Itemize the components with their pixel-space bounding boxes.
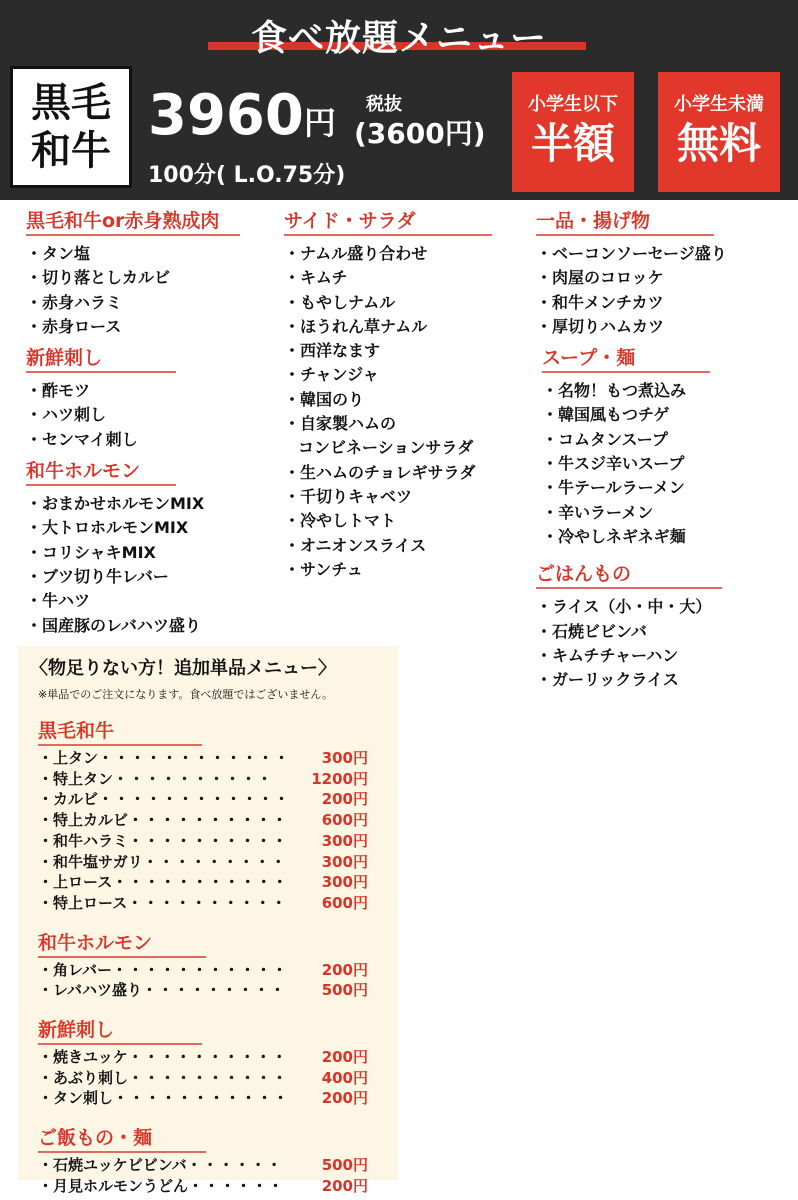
list-item: ・冷やしトマト — [284, 511, 397, 531]
section-heading-side: サイド・サラダ — [284, 206, 492, 236]
half-price-badge — [512, 72, 634, 192]
price-row — [38, 769, 378, 790]
item-price: 200円 — [321, 1176, 368, 1195]
additional-menu-note: ※単品でのご注文になります。食べ放題ではございません。 — [38, 688, 333, 701]
column-left — [26, 206, 276, 638]
additional-menu-title: 〈物足りない方！追加単品メニュー〉 — [30, 658, 336, 679]
section-heading-fried: 一品・揚げ物 — [536, 206, 714, 236]
item-price: 600円 — [321, 893, 368, 912]
list-item: ・生ハムのチョレギサラダ — [284, 462, 476, 482]
leader-dots: ・・・・・・・・・・・・ — [98, 790, 291, 809]
price — [148, 83, 336, 153]
list-item: ・韓国のり — [284, 389, 365, 409]
fried-list — [536, 242, 786, 339]
item-name: ・石焼ユッケビビンバ — [38, 1156, 187, 1175]
additional-group-rice-noodle — [38, 1123, 398, 1196]
leader-dots: ・・・・・・・・・・・ — [111, 960, 288, 979]
list-item: ・赤身ロース — [26, 316, 122, 336]
list-item: ・ライス（小・中・大） — [536, 597, 712, 617]
item-name: ・月見ホルモンうどん — [38, 1176, 189, 1195]
item-price: 400円 — [321, 1068, 368, 1087]
leader-dots: ・・・・・・・・・・・ — [112, 873, 289, 892]
item-price: 500円 — [321, 981, 368, 1000]
list-item: ・牛スジ辛いスープ — [542, 454, 685, 474]
wagyu-label-box — [10, 66, 132, 188]
item-price: 300円 — [321, 749, 368, 767]
list-item: ・オニオンスライス — [284, 535, 427, 555]
item-price: 1200円 — [311, 769, 368, 788]
list-item: ・キムチチャーハン — [536, 645, 679, 665]
additional-heading-sashimi: 新鮮刺し — [38, 1015, 202, 1045]
price-row — [38, 789, 378, 810]
item-price: 500円 — [321, 1156, 368, 1175]
list-item: ・ガーリックライス — [536, 670, 679, 690]
leader-dots: ・・・・・・・・・・ — [128, 1068, 289, 1087]
list-item: ・ベーコンソーセージ盛り — [536, 244, 727, 263]
tax-excluded-price: (3600円) — [354, 117, 486, 150]
list-item: ・切り落としカルビ — [26, 268, 171, 288]
price-amount: 3960 — [148, 83, 304, 148]
badge-free-small: 小学生未満 — [674, 94, 764, 115]
list-item: ・酢モツ — [26, 381, 91, 401]
price-row — [38, 831, 378, 852]
section-heading-meat: 黒毛和牛or赤身熟成肉 — [26, 206, 240, 236]
column-middle — [284, 206, 524, 582]
section-heading-sashimi: 新鮮刺し — [26, 343, 176, 373]
leader-dots: ・・・・・・・・・・ — [127, 1048, 288, 1067]
list-item: ・辛いラーメン — [542, 502, 654, 522]
column-right — [536, 206, 786, 692]
price-row — [38, 960, 378, 981]
price-row — [38, 1088, 378, 1109]
price-row — [38, 1068, 378, 1089]
item-name: ・角レバー — [38, 960, 112, 979]
tax-label: 税抜 — [366, 94, 402, 115]
leader-dots: ・・・・・・・・・・・ — [113, 1089, 290, 1108]
horumon-list — [26, 492, 276, 638]
leader-dots: ・・・・・・・・・・ — [128, 811, 289, 830]
additional-heading-horumon: 和牛ホルモン — [38, 928, 206, 958]
list-item: ・コリシャキMIX — [26, 542, 156, 562]
price-row — [38, 748, 378, 769]
list-item: ・千切りキャベツ — [284, 486, 413, 506]
header-banner — [0, 0, 798, 200]
item-price: 300円 — [321, 831, 368, 850]
additional-heading-wagyu: 黒毛和牛 — [38, 716, 202, 746]
list-item: ・韓国風もつチゲ — [542, 405, 670, 425]
item-price: 300円 — [321, 873, 368, 892]
leader-dots: ・・・・・・ — [188, 1176, 285, 1195]
list-item: ・もやしナムル — [284, 292, 396, 312]
additional-group-sashimi — [38, 1015, 398, 1109]
list-item: ・和牛メンチカツ — [536, 292, 664, 312]
list-item: ・チャンジャ — [284, 365, 379, 385]
page-title: 食べ放題メニュー — [250, 18, 547, 59]
additional-group-horumon — [38, 928, 398, 1001]
list-item: ・西洋なます — [284, 341, 381, 361]
price-row — [38, 872, 378, 893]
section-heading-rice: ごはんもの — [536, 559, 722, 589]
additional-group-wagyu — [38, 716, 398, 914]
item-name: ・上ロース — [38, 873, 113, 892]
item-name: ・レバハツ盛り — [38, 981, 142, 1000]
item-price: 200円 — [321, 1089, 368, 1108]
additional-menu-panel — [18, 646, 398, 1195]
item-name: ・和牛塩サガリ — [38, 852, 143, 871]
price-unit: 円 — [303, 104, 336, 142]
item-name: ・カルビ — [38, 790, 99, 809]
wagyu-line1: 黒毛 — [31, 80, 111, 126]
list-item: ・ナムル盛り合わせ — [284, 244, 428, 263]
list-item: ・サンチュ — [284, 559, 363, 579]
sashimi-list — [26, 379, 276, 452]
list-item: ・厚切りハムカツ — [536, 316, 665, 336]
side-list — [284, 242, 524, 582]
price-row — [38, 1047, 378, 1068]
item-name: ・特上タン — [38, 769, 114, 788]
item-name: ・特上ロース — [38, 893, 128, 912]
meat-list — [26, 242, 276, 339]
price-row — [38, 852, 378, 873]
list-item: ・キムチ — [284, 268, 348, 288]
leader-dots: ・・・・・・・・・ — [142, 852, 287, 871]
list-item: ・名物！もつ煮込み — [542, 381, 687, 401]
list-item: ・タン塩 — [26, 244, 91, 263]
list-item: ・ハツ刺し — [26, 405, 107, 425]
soup-list — [536, 379, 786, 549]
price-row — [38, 980, 378, 1001]
free-badge — [658, 72, 780, 192]
list-item: ・牛ハツ — [26, 591, 91, 611]
list-item: ・牛テールラーメン — [542, 478, 685, 498]
badge-free-big: 無料 — [676, 119, 761, 168]
item-price: 300円 — [321, 852, 368, 871]
list-item: ・おまかせホルモンMIX — [26, 494, 205, 514]
list-item: ・ほうれん草ナムル — [284, 316, 428, 336]
list-item: ・ブツ切り牛レバー — [26, 566, 169, 586]
list-item: ・石焼ビビンバ — [536, 621, 647, 641]
leader-dots: ・・・・・・・・・ — [141, 981, 286, 1000]
item-name: ・上タン — [38, 749, 99, 767]
leader-dots: ・・・・・・ — [186, 1156, 283, 1175]
item-price: 200円 — [321, 790, 368, 809]
section-heading-soup: スープ・麺 — [542, 343, 710, 373]
section-heading-horumon: 和牛ホルモン — [26, 456, 176, 486]
list-item: コンビネーションサラダ — [298, 438, 474, 458]
item-price: 200円 — [321, 1048, 368, 1067]
item-price: 200円 — [321, 960, 368, 979]
additional-heading-rice-noodle: ご飯もの・麺 — [38, 1123, 206, 1153]
leader-dots: ・・・・・・・・・・ — [128, 831, 289, 850]
price-row — [38, 893, 378, 914]
list-item: ・自家製ハムの — [284, 414, 397, 434]
item-name: ・あぶり刺し — [38, 1068, 129, 1087]
leader-dots: ・・・・・・・・・・・・ — [98, 749, 291, 767]
item-price: 600円 — [321, 811, 368, 830]
price-row — [38, 810, 378, 831]
wagyu-line2: 和牛 — [31, 128, 111, 174]
item-name: ・タン刺し — [38, 1089, 114, 1108]
list-item: ・コムタンスープ — [542, 429, 668, 449]
list-item: ・大トロホルモンMIX — [26, 518, 189, 538]
leader-dots: ・・・・・・・・・・ — [127, 893, 288, 912]
list-item: ・肉屋のコロッケ — [536, 268, 664, 288]
badge-half-big: 半額 — [530, 119, 615, 168]
item-name: ・特上カルビ — [38, 811, 129, 830]
list-item: ・冷やしネギネギ麺 — [542, 526, 686, 546]
price-row — [38, 1176, 378, 1197]
badge-half-small: 小学生以下 — [528, 94, 618, 115]
list-item: ・国産豚のレバハツ盛り — [26, 615, 201, 635]
rice-list — [536, 595, 786, 692]
list-item: ・センマイ刺し — [26, 429, 138, 449]
list-item: ・赤身ハラミ — [26, 292, 123, 312]
item-name: ・和牛ハラミ — [38, 831, 129, 850]
time-limit: 100分( L.O.75分) — [148, 163, 346, 188]
price-row — [38, 1155, 378, 1176]
item-name: ・焼きユッケ — [38, 1048, 128, 1067]
leader-dots: ・・・・・・・・・・ — [113, 769, 274, 788]
